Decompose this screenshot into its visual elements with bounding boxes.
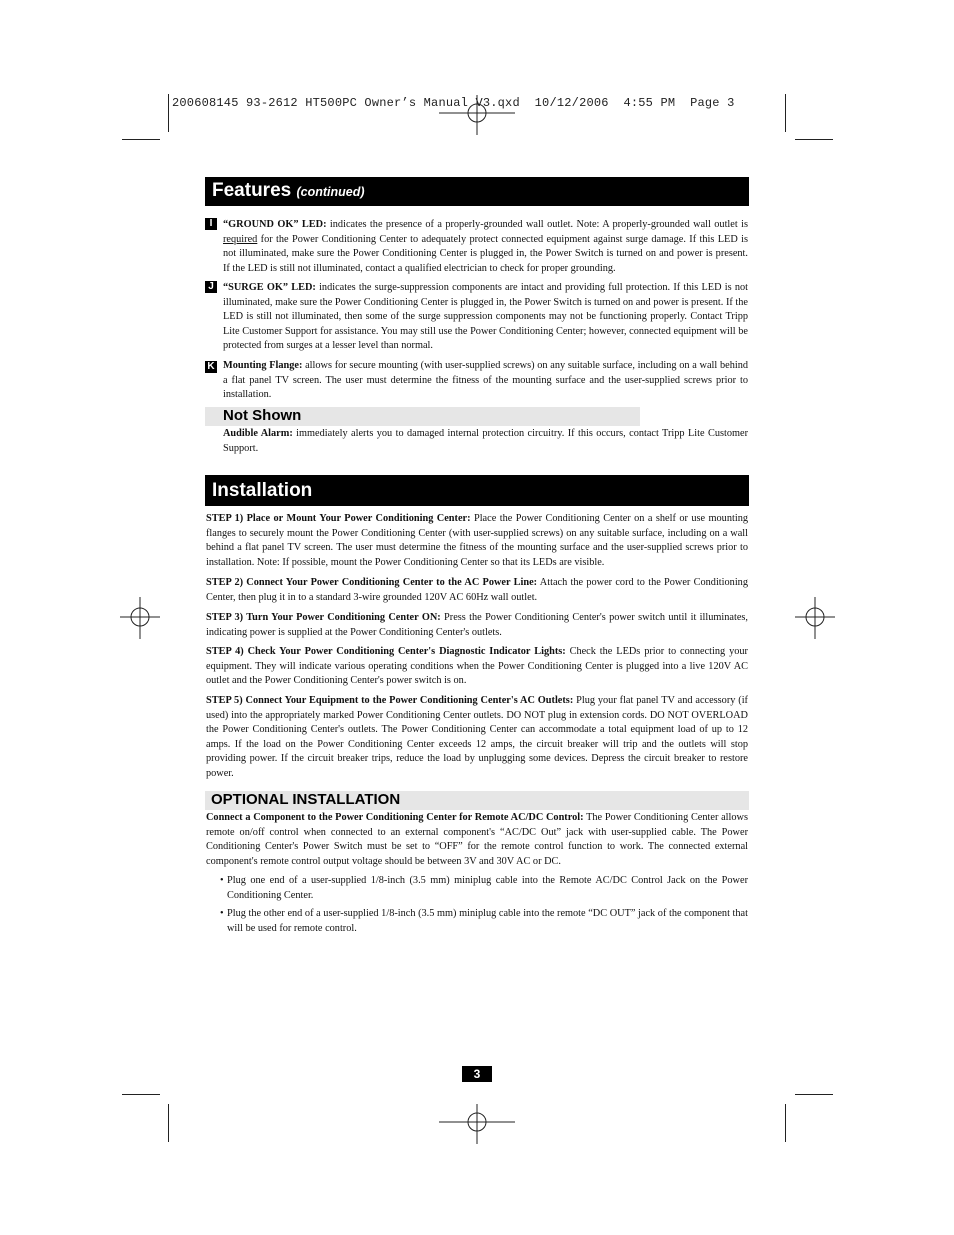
registration-mark-right-icon [795,597,835,639]
item-badge-j: J [205,281,217,293]
crop-mark-tr-v [785,94,786,132]
registration-mark-bottom-icon [439,1104,515,1144]
installation-heading-bar [205,475,749,506]
feature-ground-ok: “GROUND OK” LED: indicates the presence of a properly-grounded wall outlet. Note: A properly-grounded wall outlet is required for the Power Conditioning Center to adequately protect connected equipment against surge damage. If this LED is not illuminated, make sure the Power Conditioning Center is plugged in, the Power Switch is turned on and power is present. If the LED is still not illuminated, contact a qualified electrician to check for proper grounding. [223,219,748,274]
crop-mark-tl-v [168,94,169,132]
slug-line: 200608145 93-2612 HT500PC Owner’s Manual V3.qxd 10/12/2006 4:55 PM Page 3 [172,96,735,110]
not-shown-heading-bar [205,407,640,426]
crop-mark-br-h [795,1094,833,1095]
optional-installation-heading: OPTIONAL INSTALLATION [211,791,401,808]
feature-mounting-flange: Mounting Flange: allows for secure mounting (with user-supplied screws) on any suitable surface, including on a wall behind a flat panel TV screen. The user must determine the fitness of the mounting surface and the user-supplied screws prior to installation. [223,360,749,401]
crop-mark-br-v [785,1104,786,1142]
bullet-icon: • [220,908,224,919]
item-badge-k: K [205,361,217,373]
registration-mark-top-icon [439,95,515,135]
crop-mark-bl-h [122,1094,160,1095]
crop-mark-tr-h [795,139,833,140]
crop-mark-bl-v [168,1104,169,1142]
bullet-icon: • [220,875,224,886]
item-badge-i: I [205,218,217,230]
optional-installation-intro: Connect a Component to the Power Conditioning Center for Remote AC/DC Control: The Power Conditioning Center allows remote on/off control when connected to an external component's “AC/DC Out” jack with user-supplied cable. The Power Conditioning Center's Power Switch must be set to “OFF” for the remote control function to work. The connected external component's remote control output voltage should be between 3V and 30V AC or DC. [206,812,748,867]
feature-audible-alarm: Audible Alarm: immediately alerts you to damaged internal protection circuitry. If this occurs, contact Tripp Lite Customer Support. [223,428,748,454]
step-1: STEP 1) Place or Mount Your Power Conditioning Center: Place the Power Conditioning Center on a shelf or use mounting flanges to securely mount the Power Conditioning Center (with user-supplied screws) on any suitable surface, including on a wall behind a flat panel TV screen. The user must determine the fitness of the mounting surface and the user-supplied screws prior to installation. Note: If possible, mount the Power Conditioning Center so that its LEDs are visible. [206,513,748,568]
features-heading: Features (continued) [212,180,365,201]
registration-mark-left-icon [120,597,160,639]
features-continued: (continued) [296,185,365,199]
feature-surge-ok: “SURGE OK” LED: indicates the surge-suppression components are intact and providing full protection. If this LED is not illuminated, make sure the Power Conditioning Center is plugged in, the Power Switch is turned on and power is present. If the LED is still not illuminated, then some of the surge suppression components may not be functioning properly. Contact Tripp Lite Customer Support for assistance. You may still use the Power Conditioning Center; however, connected equipment will be protected from surges at a lesser level than normal. [223,282,748,352]
installation-heading: Installation [212,480,313,501]
list-item: • Plug one end of a user-supplied 1/8-inch (3.5 mm) miniplug cable into the Remote AC/DC Control Jack on the Power Conditioning Center. [220,875,748,901]
optional-installation-heading-bar [205,791,749,810]
not-shown-heading: Not Shown [223,407,302,424]
step-3: STEP 3) Turn Your Power Conditioning Center ON: Press the Power Conditioning Center's power switch until it illuminates, indicating power is supplied at the Power Conditioning Center's outlets. [206,612,748,638]
crop-mark-tl-h [122,139,160,140]
page-number: 3 [462,1066,492,1082]
list-item: • Plug the other end of a user-supplied 1/8-inch (3.5 mm) miniplug cable into the remote “DC OUT” jack of the component that will be used for remote control. [220,908,748,934]
features-heading-bar [205,177,749,206]
step-4: STEP 4) Check Your Power Conditioning Center's Diagnostic Indicator Lights: Check the LEDs prior to connecting your equipment. They will indicate various operating conditions when the Power Conditioning Center is plugged into a live 120V AC outlet and the Power Conditioning Center's power switch is on. [206,646,748,687]
step-2: STEP 2) Connect Your Power Conditioning Center to the AC Power Line: Attach the power cord to the Power Conditioning Center, then plug it in to a standard 3-wire grounded 120V AC 60Hz wall outlet. [206,577,748,603]
step-5: STEP 5) Connect Your Equipment to the Power Conditioning Center's AC Outlets: Plug your flat panel TV and accessory (if used) into the appropriately marked Power Conditioning Center outlets. DO NOT plug in extension cords. DO NOT OVERLOAD the Power Conditioning Center's outlets. The Power Conditioning Center can accommodate a total equipment load of up to 12 amps. If the load on the Power Conditioning Center exceeds 12 amps, the circuit breaker will trip and the outlets will stop providing power. If the circuit breaker trips, reduce the load by unplugging some devices. Depress the circuit breaker to restore power. [206,695,748,779]
